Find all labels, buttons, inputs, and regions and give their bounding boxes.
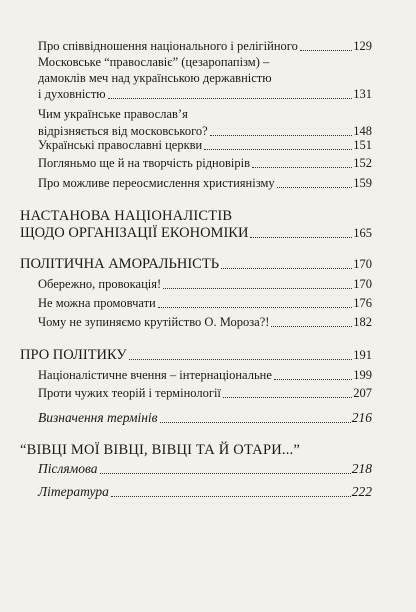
toc-entry-title: Не можна промовчати: [38, 296, 156, 310]
toc-entry-page: 152: [353, 156, 372, 170]
toc-entry-title: Українські православні церкви: [38, 138, 203, 152]
toc-entry: [38, 55, 372, 102]
toc-entry-page: 216: [351, 410, 372, 425]
leader-dots: [221, 267, 352, 269]
toc-entry-title: Визначення термінів: [38, 410, 158, 425]
leader-dots: [250, 236, 352, 238]
toc-entry-title: Література: [38, 484, 109, 499]
toc-entry-page: 170: [353, 277, 372, 291]
toc-entry-page: 151: [353, 138, 372, 152]
toc-entry: [38, 137, 372, 153]
toc-entry: [38, 295, 372, 311]
leader-dots: [111, 495, 351, 497]
leader-dots: [108, 97, 353, 99]
toc-entry-title: Про можливе переосмислення християнізму: [38, 176, 275, 190]
leader-dots: [274, 378, 352, 380]
toc-entry-page: 148: [353, 123, 372, 138]
section-heading-title: ПОЛІТИЧНА АМОРАЛЬНІСТЬ: [20, 256, 220, 272]
leader-dots: [210, 134, 353, 136]
toc-entry-title: Націоналістичне вчення – інтернаціональне: [38, 368, 272, 382]
leader-dots: [300, 49, 352, 51]
toc-entry: [38, 314, 372, 330]
section-page: 165: [353, 226, 372, 240]
toc-entry-title-line: відрізняється від московського?: [38, 123, 208, 138]
toc-entry: [38, 461, 372, 477]
toc-entry-page: 129: [353, 39, 372, 53]
toc-entry: [38, 155, 372, 171]
section-heading-line: ЩОДО ОРГАНІЗАЦІЇ ЕКОНОМІКИ: [20, 225, 249, 241]
toc-entry-page: 222: [351, 484, 372, 499]
toc-entry-title: Про співвідношення національного і релігійного: [38, 39, 298, 53]
leader-dots: [129, 358, 353, 360]
toc-entry-page: 218: [351, 461, 372, 476]
toc-entry-page: 182: [353, 315, 372, 329]
section-heading: [20, 225, 372, 242]
leader-dots: [163, 287, 352, 289]
leader-dots: [252, 166, 352, 168]
leader-dots: [158, 306, 353, 308]
toc-entry: [38, 410, 372, 426]
toc-entry-title-line: Московське “православіє” (цезаропапізм) –: [38, 55, 270, 69]
toc-entry: [38, 107, 372, 139]
leader-dots: [271, 325, 352, 327]
toc-entry: [38, 276, 372, 292]
leader-dots: [160, 421, 351, 423]
toc-entry-title: Обережно, провокація!: [38, 277, 162, 291]
section-heading: [20, 347, 372, 364]
toc-entry: [38, 175, 372, 191]
leader-dots: [204, 148, 352, 150]
toc-entry-last-line: [38, 86, 372, 102]
section-heading: “ВІВЦІ МОЇ ВІВЦІ, ВІВЦІ ТА Й ОТАРИ...”: [20, 442, 301, 458]
toc-entry: [38, 38, 372, 54]
toc-entry-title-line: дамоклів меч над українською державністю: [38, 70, 272, 85]
section-page: 170: [353, 257, 372, 271]
toc-entry-page: 176: [353, 296, 372, 310]
toc-entry-title: Погляньмо ще й на творчість рідновірів: [38, 156, 250, 170]
toc-entry-title-line: і духовністю: [38, 87, 106, 101]
toc-entry-page: 131: [353, 87, 372, 101]
toc-entry-title-line: Чим українське православ’я: [38, 107, 188, 121]
section-page: 191: [353, 348, 372, 362]
toc-entry-page: 159: [353, 176, 372, 190]
leader-dots: [277, 186, 353, 188]
toc-entry: [38, 484, 372, 500]
leader-dots: [223, 396, 352, 398]
toc-entry-page: 207: [353, 386, 372, 400]
toc-entry-title: Післямова: [38, 461, 98, 476]
toc-entry-title: Проти чужих теорій і термінології: [38, 386, 221, 400]
toc-entry-title: Чому не зупиняємо крутійство О. Мороза?!: [38, 315, 270, 329]
toc-entry: [38, 385, 372, 401]
toc-entry: [38, 367, 372, 383]
leader-dots: [100, 472, 351, 474]
section-heading-line: НАСТАНОВА НАЦІОНАЛІСТІВ: [20, 208, 233, 224]
section-heading: [20, 256, 372, 273]
toc-entry-page: 199: [353, 368, 372, 382]
section-heading-title: ПРО ПОЛІТИКУ: [20, 347, 127, 363]
